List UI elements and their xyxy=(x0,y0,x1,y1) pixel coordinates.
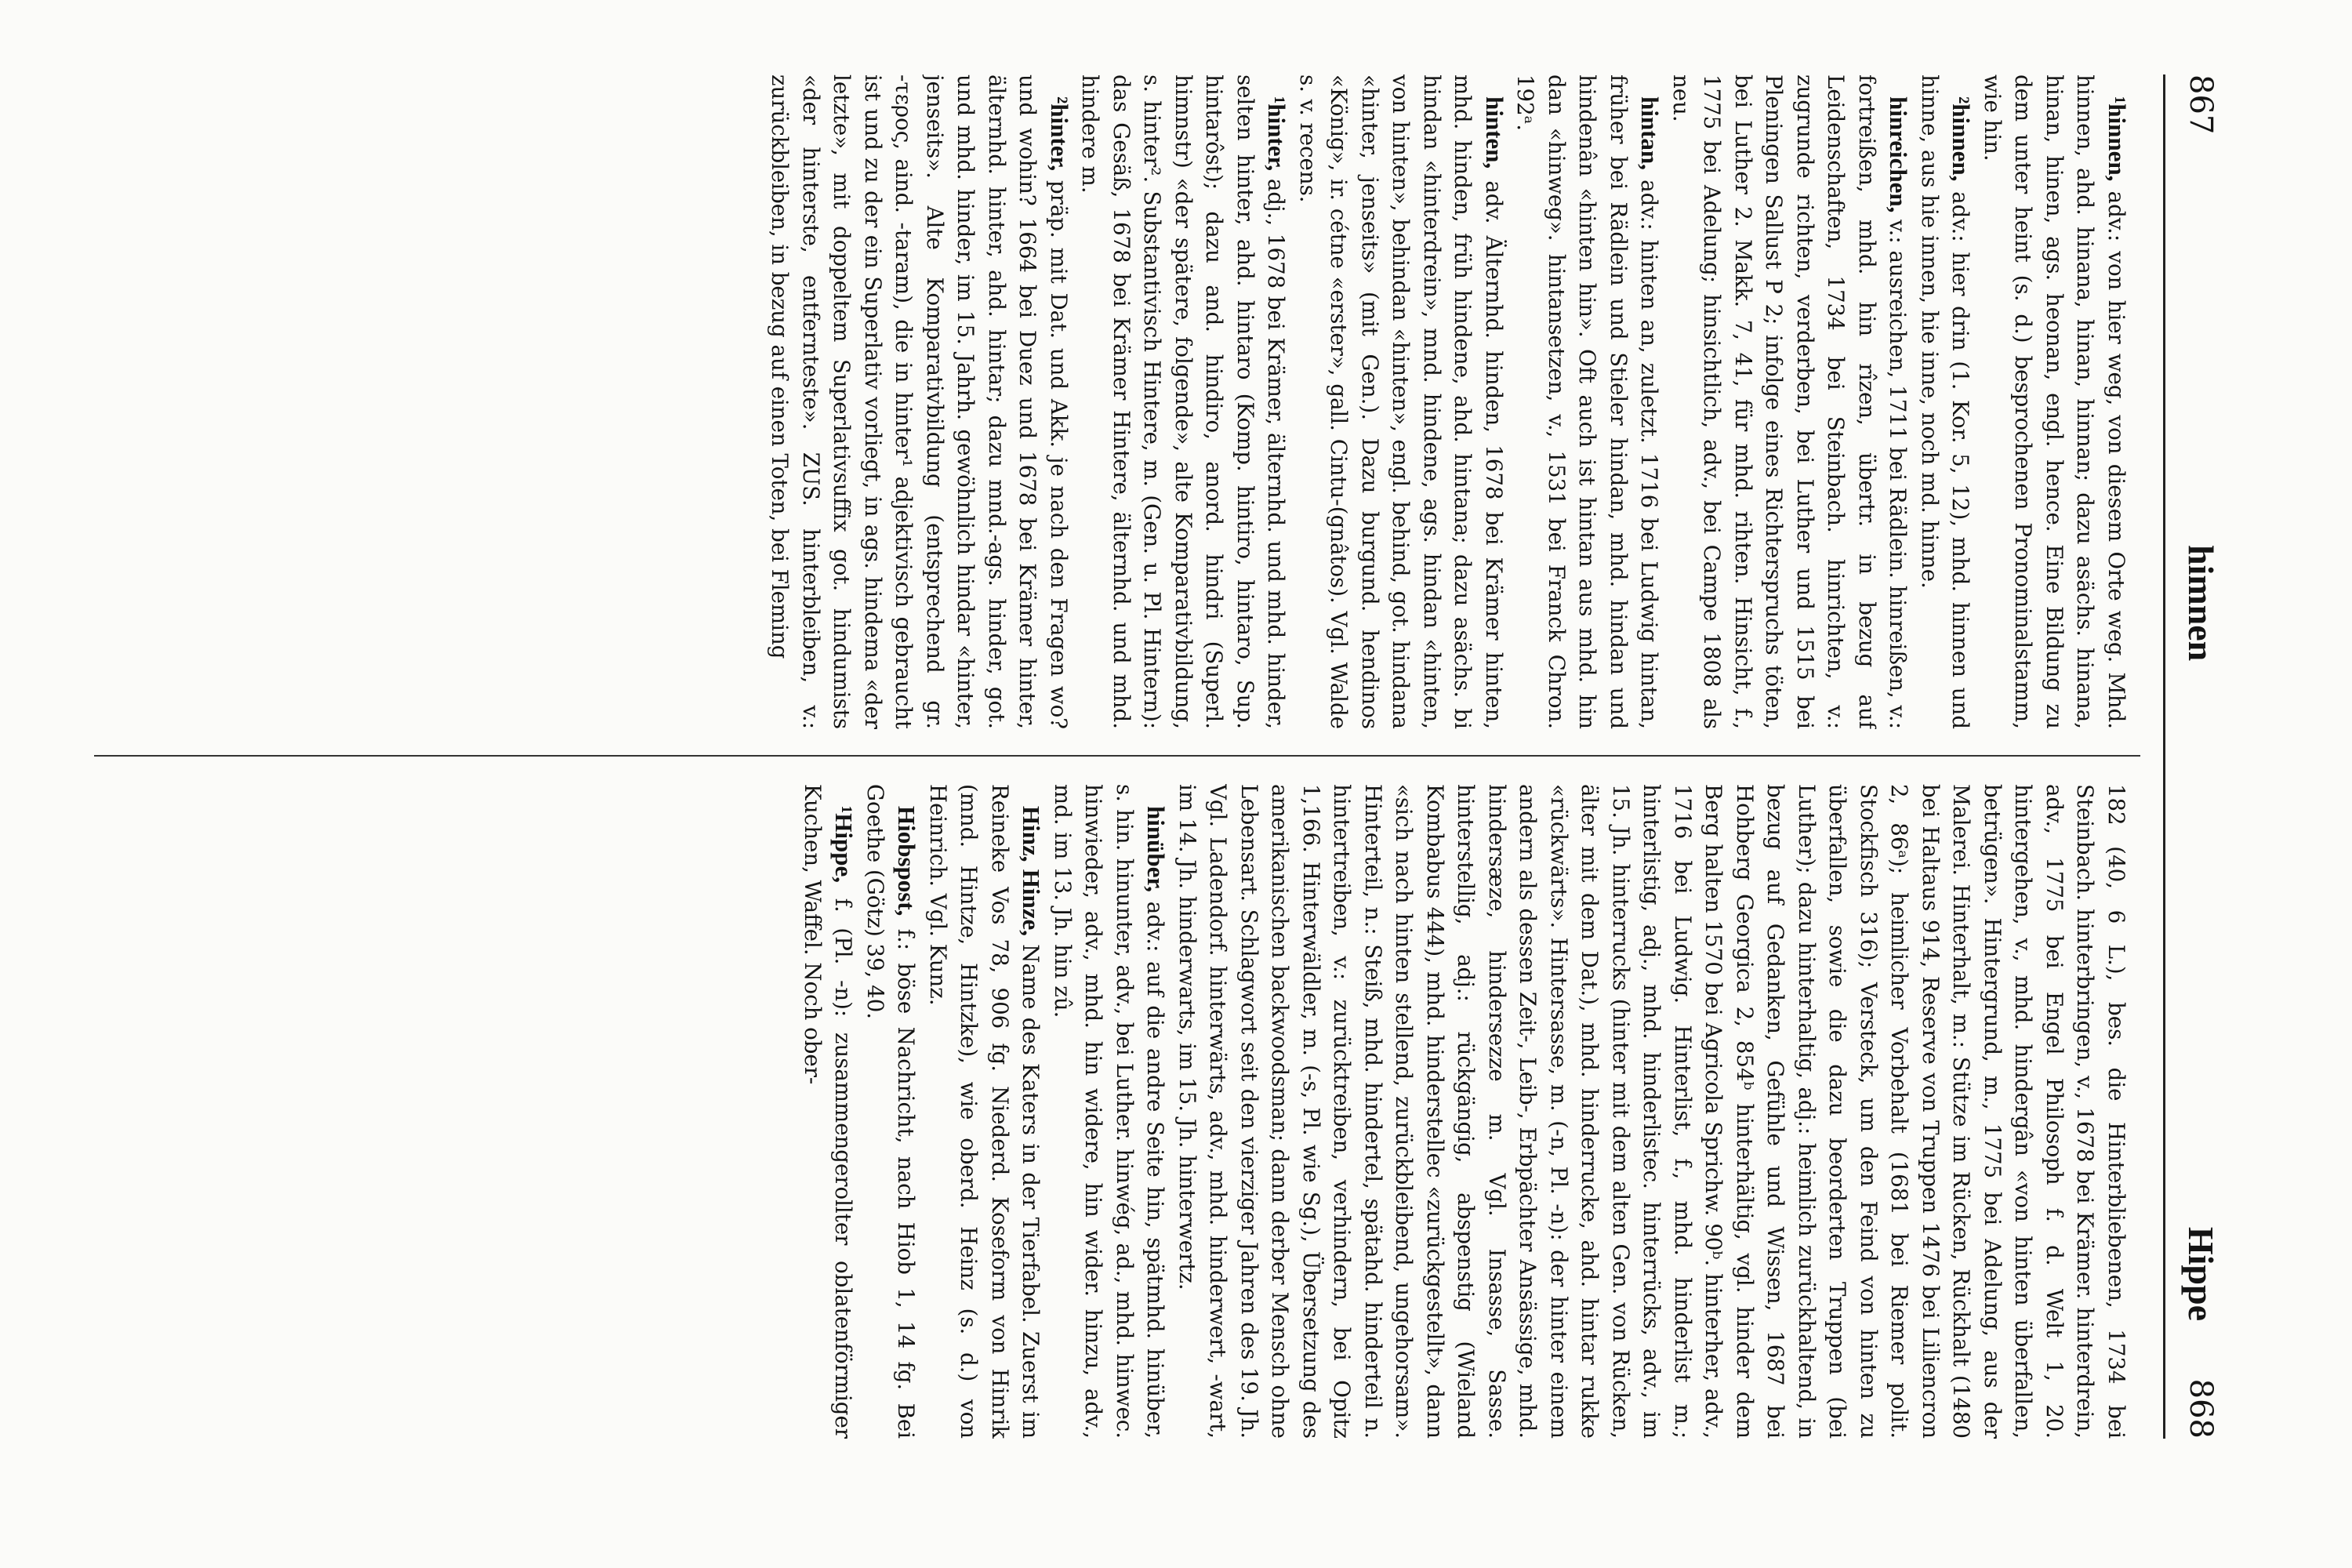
entry-text: f.: böse Nachricht, nach Hiob 1, 14 fg. Bei Goethe (Götz) 39, 40. xyxy=(862,784,920,1439)
entry-text: adv.: von hier weg, von diesem Orte weg. Mhd. hinnen, ahd. hinana, hinan, hinnan; dazu asächs. hinana, hinan, hinen, ags. heonan, engl. hence. Eine Bildung zu dem unter heint (s. d.) besprochenen Pronominalstamm, wie hin. xyxy=(1980,74,2129,729)
dictionary-entry xyxy=(1977,74,2133,729)
entry-headword: hinten, xyxy=(1481,96,1508,169)
right-head-word: Hippe xyxy=(2181,1226,2221,1321)
entry-headword: hinreichen, xyxy=(1885,96,1913,213)
dictionary-entry xyxy=(1666,74,1915,729)
entry-text: adj., 1678 bei Krämer, älternhd. und mhd. hinder, selten hinter, ahd. hintaro (Komp. hintiro, hintaro, Sup. hintarôst); dazu and. hindiro, anord. hindri (Superl. himnstr) «der spätere, folgende», alte Komparativbildung, s. hinter². Substantivisch Hintere, m. (Gen. u. Pl. Hintern): das Gesäß, 1678 bei Krämer Hintere, älternhd. und mhd. hindere m. xyxy=(1077,74,1290,729)
column-divider xyxy=(94,755,2140,757)
entry-headword: ¹hinnen, xyxy=(2103,96,2131,182)
entry-text: f. (Pl. -n): zusammengerollter oblatenförmiger Kuchen, Waffel. Noch ober- xyxy=(800,784,857,1439)
entry-text: adv.: hier drin (1. Kor. 5, 12), mhd. hinnen und hinne, aus hie innen, hie inne, noch md. hinne. xyxy=(1917,74,1974,729)
entry-text: präp. mit Dat. und Akk. je nach den Fragen wo? und wohin? 1664 bei Duez und 1678 bei Krämer hinter, älternhd. hinter, ahd. hintar; dazu mnd.-ags. hinder, got. und mhd. hinder, im 15. Jahrh. gewöhnlich hindar «hinter, jenseits». Alte Komparativbildung (entsprechend gr. -τερος, aind. -taram), die in hinter¹ adjektivisch gebraucht ist und zu der ein Superlativ vorliegt, in ags. hindema «der letzte», mit doppeltem Superlativsuffix got. hindumists «der hinterste, entfernteste». ZUS. hinterbleiben, v.: zurückbleiben, in bezug auf einen Toten, bei Fleming xyxy=(767,74,1072,729)
dictionary-entry xyxy=(797,784,860,1439)
entry-text: adv.: auf die andre Seite hin, spätmhd. hinüber, s. hin. hinunter, adv., bei Luther. hinwég, ad., mhd. hinwec. hinwieder, adv., mhd. hin widere, hin wider. hinzu, adv., md. im 13. Jh. hin zû. xyxy=(1050,784,1169,1439)
dictionary-entry xyxy=(764,74,1075,729)
right-page-number: 868 xyxy=(2183,1378,2219,1439)
header-rule xyxy=(2163,74,2165,1439)
dictionary-entry xyxy=(1510,74,1666,729)
entry-headword: ²hinter, xyxy=(1046,96,1073,172)
dictionary-entry xyxy=(1293,74,1511,729)
entry-headword: hintan, xyxy=(1636,96,1664,170)
entry-headword: Hinz, Hinze, xyxy=(1018,806,1046,936)
entry-text: 182 (40, 6 L.), bes. die Hinterbliebenen, 1734 bei Steinbach. hinterbringen, v., 1678 bei Krämer. hinterdrein, adv., 1775 bei Engel Philosoph f. d. Welt 1, 20. hintergehen, v., mhd. hindergân «von hinten überfallen, betrügen». Hintergrund, m., 1775 bei Adelung, aus der Malerei. Hinterhalt, m.: Stütze im Rücken, Rückhalt (1480 bei Haltaus 914, Reserve von Truppen 1476 bei Liliencron 2, 86ᵃ); heimlicher Vorbehalt (1681 bei Riemer polit. Stockfisch 316); Versteck, um den Feind von hinten zu überfallen, sowie die dazu beorderten Truppen (bei Luther); dazu hinterhaltig, adj.: heimlich zurückhaltend, in bezug auf Gedanken, Gefühle und Wissen, 1687 bei Hohberg Georgica 2, 854ᵇ hinterhältig, vgl. hinder dem Berg halten 1570 bei Agricola Sprichw. 90ᵇ. hinterher, adv., 1716 bei Ludwig. Hinterlist, f., mhd. hinderlist m.; hinterlistig, adj., mhd. hinderlistec. hinterrücks, adv., im 15. Jh. hinterrucks (hinter mit dem alten Gen. von Rücken, älter mit dem Dat.), mhd. hinderrucke, ahd. hintar rukke «rückwärts». Hintersasse, m. (-n, Pl. -n): der hinter einem andern als dessen Zeit-, Leib-, Erbpächter Ansässige, mhd. hindersæze, hindersezze m. Vgl. Insasse, Sasse. hinterstellig, adj.: rückgängig, abspenstig (Wieland Kombabus 444), mhd. hinderstellec «zurückgestellt», dann «sich nach hinten stellend, zurückbleibend, ungehorsam». Hinterteil, n.: Steiß, mhd. hindertel, spätahd. hinderteil n. hintertreiben, v.: zurücktreiben, verhindern, bei Opitz 1,166. Hinterwäldler, m. (-s, Pl. wie Sg.), Übersetzung des amerikanischen backwoodsman; dann derber Mensch ohne Lebensart. Schlagwort seit den vierziger Jahren des 19. Jh. Vgl. Ladendorf. hinterwärts, adv., mhd. hinderwert, -wart, im 14. Jh. hinderwarts, im 15. Jh. hinterwertz. xyxy=(1174,784,2129,1439)
left-column xyxy=(94,74,2132,729)
dictionary-entry xyxy=(1915,74,1977,729)
dictionary-entry xyxy=(923,784,1047,1439)
dictionary-entry xyxy=(1172,784,2133,1439)
dictionary-entry xyxy=(1047,784,1172,1439)
entry-headword: hinüber, xyxy=(1142,806,1171,892)
entry-text: Name des Katers in der Tierfabel. Zuerst im Reineke Vos 78, 906 fg. Niederd. Koseform von Hinrik (mnd. Hintze, Hintzke), wie oberd. Heinz (s. d.) von Heinrich. Vgl. Kunz. xyxy=(925,784,1044,1439)
left-head-word: himnen xyxy=(2181,545,2221,662)
left-page-number: 867 xyxy=(2183,74,2219,135)
entry-headword: ²hinnen, xyxy=(1947,96,1976,182)
entry-headword: ¹hinter, xyxy=(1263,96,1291,172)
right-column xyxy=(94,784,2132,1439)
entry-text: v.: ausreichen, 1711 bei Rädlein. hinreißen, v.: fortreißen, mhd. hin rîzen, übertr. in bezug auf Leidenschaften, 1734 bei Steinbach. hinrichten, v.: zugrunde richten, verderben, bei Luther und 1515 bei Pleningen Sallust P 2; infolge eines Richterspruchs töten, bei Luther 2. Makk. 7, 41, für mhd. rihten. Hinsicht, f., 1775 bei Adelung; hinsichtlich, adv., bei Campe 1808 als neu. xyxy=(1668,74,1911,729)
entry-text: adv. Älternhd. hinden, 1678 bei Krämer hinten, mhd. hinden, früh hindene, ahd. hintana; dazu asächs. bi hindan «hinterdrein», mnd. hindene, ags. hindan «hinten, von hinten», behindan «hinten», engl. behind, got. hindana «hinter, jenseits» (mit Gen.). Dazu burgund. hendinos «König», ir. cétne «erster», gall. Cintu-(gnâtos). Vgl. Walde s. v. recens. xyxy=(1295,74,1507,729)
entry-text: adv.: hinten an, zuletzt. 1716 bei Ludwig hintan, früher bei Rädlein und Stieler hindan, mhd. hindan und hindenân «hinten hin». Oft auch ist hintan aus mhd. hin dan «hinweg». hintansetzen, v., 1531 bei Franck Chron. 192ᵃ. xyxy=(1512,74,1663,729)
entry-headword: ¹Hippe, xyxy=(830,806,858,884)
dictionary-entry xyxy=(1075,74,1293,729)
entry-headword: Hiobspost, xyxy=(893,806,921,916)
running-header xyxy=(2156,74,2227,1439)
dictionary-page xyxy=(78,74,2227,1439)
dictionary-entry xyxy=(860,784,923,1439)
